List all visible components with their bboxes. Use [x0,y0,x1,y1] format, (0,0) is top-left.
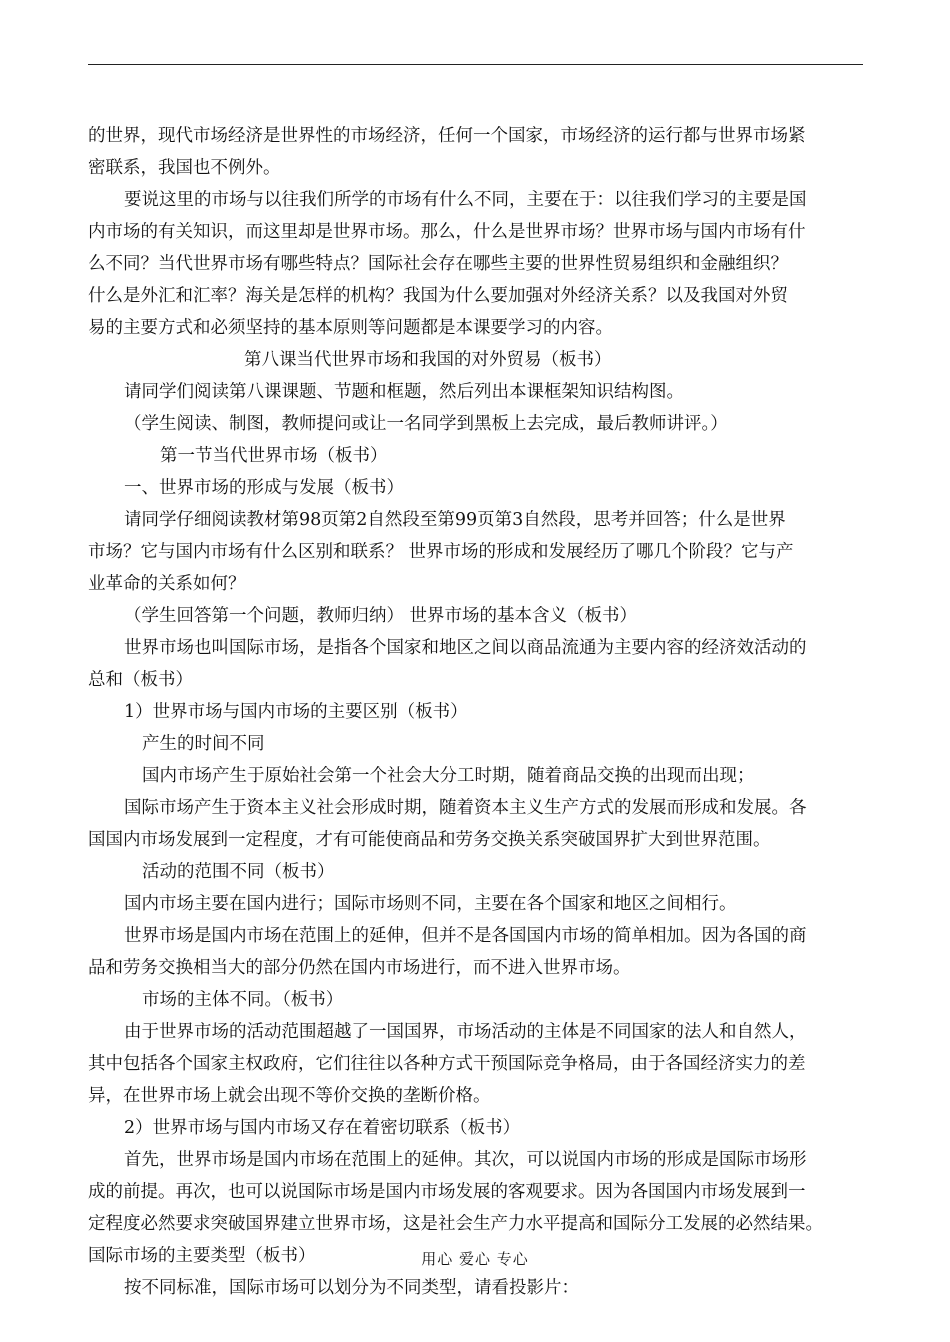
text-line: 首先，世界市场是国内市场在范围上的延伸。其次，可以说国内市场的形成是国际市场形 [124,1150,807,1170]
text-line: 请同学们阅读第八课课题、节题和框题，然后列出本课框架知识结构图。 [124,382,684,402]
text-line: （学生阅读、制图，教师提问或让一名同学到黑板上去完成，最后教师讲评。） [124,414,728,434]
text-line: 么不同？当代世界市场有哪些特点？国际社会存在哪些主要的世界性贸易组织和金融组织？ [88,254,788,274]
document-body [88,120,863,1304]
text-line: 定程度必然要求突破国界建立世界市场，这是社会生产力水平提高和国际分工发展的必然结果。 [88,1214,823,1234]
section-title: 第一节当代世界市场（板书） [160,446,388,466]
text-line: 国内市场产生于原始社会第一个社会大分工时期，随着商品交换的出现而出现； [142,766,755,786]
text-line: 内市场的有关知识，而这里却是世界市场。那么，什么是世界市场？世界市场与国内市场有什 [88,222,806,242]
text-line: 市场的主体不同。（板书） [142,990,344,1010]
text-line: 密联系，我国也不例外。 [88,158,281,178]
header-rule [88,64,863,65]
text-line: 其中包括各个国家主权政府，它们往往以各种方式干预国际竞争格局，由于各国经济实力的差 [88,1054,806,1074]
text-line: 国际市场产生于资本主义社会形成时期，随着资本主义生产方式的发展而形成和发展。各 [124,798,807,818]
text-line: 活动的范围不同（板书） [142,862,335,882]
list-heading: 2）世界市场与国内市场又存在着密切联系（板书） [124,1118,521,1138]
text-line: 易的主要方式和必须坚持的基本原则等问题都是本课要学习的内容。 [88,318,613,338]
text-line: 什么是外汇和汇率？海关是怎样的机构？我国为什么要加强对外经济关系？以及我国对外贸 [88,286,788,306]
lesson-title: 第八课当代世界市场和我国的对外贸易（板书） [244,350,612,370]
text-line: （学生回答第一个问题，教师归纳） 世界市场的基本含义（板书） [124,606,638,626]
text-line: 国国内市场发展到一定程度，才有可能使商品和劳务交换关系突破国界扩大到世界范围。 [88,830,771,850]
text-line: 世界市场也叫国际市场，是指各个国家和地区之间以商品流通为主要内容的经济效活动的 [124,638,807,658]
text-line: 总和（板书） [88,670,193,690]
text-line: 品和劳务交换相当大的部分仍然在国内市场进行，而不进入世界市场。 [88,958,631,978]
text-line: 产生的时间不同 [142,734,265,754]
list-heading: 1）世界市场与国内市场的主要区别（板书） [124,702,468,722]
text-line: 的世界，现代市场经济是世界性的市场经济，任何一个国家，市场经济的运行都与世界市场紧 [88,126,806,146]
text-line: 市场？它与国内市场有什么区别和联系？ 世界市场的形成和发展经历了哪几个阶段？它与产 [88,542,794,562]
text-line: 业革命的关系如何？ [88,574,246,594]
text-line: 国际市场的主要类型（板书） [88,1246,316,1266]
subsection-title: 一、世界市场的形成与发展（板书） [124,478,404,498]
text-line: 由于世界市场的活动范围超越了一国国界，市场活动的主体是不同国家的法人和自然人， [124,1022,807,1042]
text-line: 世界市场是国内市场在范围上的延伸，但并不是各国国内市场的简单相加。因为各国的商 [124,926,807,946]
page-footer: 用心 爱心 专心 [421,1250,529,1268]
text-line: 成的前提。再次，也可以说国际市场是国内市场发展的客观要求。因为各国国内市场发展到一 [88,1182,806,1202]
text-line: 国内市场主要在国内进行；国际市场则不同，主要在各个国家和地区之间相行。 [124,894,737,914]
text-line: 按不同标准，国际市场可以划分为不同类型，请看投影片： [124,1278,579,1298]
text-line: 要说这里的市场与以往我们所学的市场有什么不同，主要在于：以往我们学习的主要是国 [124,190,807,210]
text-line: 异，在世界市场上就会出现不等价交换的垄断价格。 [88,1086,491,1106]
text-line: 请同学仔细阅读教材第98页第2自然段至第99页第3自然段，思考并回答；什么是世界 [124,510,786,530]
